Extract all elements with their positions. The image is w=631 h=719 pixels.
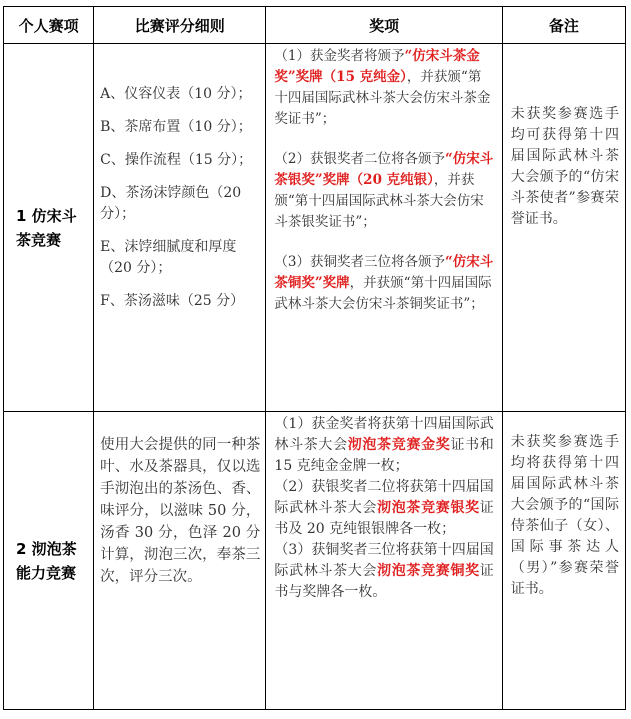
award-highlight: “仿宋斗茶金奖”奖牌（15 克纯金）: [274, 48, 480, 85]
header-criteria: 比赛评分细则: [94, 7, 266, 44]
criteria-item: C、操作流程（15 分）；: [100, 152, 253, 168]
event-name: 1 仿宋斗茶竞赛: [4, 44, 94, 412]
header-event: 个人赛项: [4, 7, 94, 44]
awards-cell: [266, 44, 502, 412]
award-highlight: 沏泡茶竞赛银奖: [377, 500, 480, 516]
award-item: （2）获银奖者二位将获第十四届国际武林斗茶大会沏泡茶竞赛银奖证书及 20 克纯银银牌各一枚；: [274, 479, 494, 537]
award-highlight: 沏泡茶竞赛铜奖: [377, 563, 480, 579]
award-item: （3）获铜奖者三位将获第十四届国际武林斗茶大会沏泡茶竞赛铜奖证书与奖牌各一枚。: [274, 542, 494, 600]
award-item: （3）获铜奖者三位将各颁予“仿宋斗茶铜奖”奖牌，并获颁“第十四届国际武林斗茶大会仿宋斗茶铜奖证书”；: [274, 254, 494, 312]
competition-table: [3, 6, 626, 710]
award-item: （2）获银奖者二位将各颁予“仿宋斗茶银奖”奖牌（20 克纯银），并获颁“第十四届国际武林斗茶大会仿宋斗茶银奖证书”；: [274, 151, 494, 230]
note-cell: 未获奖参赛选手均可获得第十四届国际武林斗茶大会颁予的“仿宋斗茶使者”参赛荣誉证书。: [502, 44, 625, 412]
award-item: （1）获金奖者将颁予“仿宋斗茶金奖”奖牌（15 克纯金），并获颁“第十四届国际武林斗茶大会仿宋斗茶金奖证书”；: [274, 48, 491, 127]
table-row: [4, 412, 626, 710]
criteria-cell: [94, 44, 266, 412]
criteria-item: E、沫饽细腻度和厚度（20 分）；: [100, 239, 237, 276]
criteria-cell: 使用大会提供的同一种茶叶、水及茶器具，仅以选手沏泡出的茶汤色、香、味评分，以滋味 50 分，汤香 30 分，色泽 20 分计算，沏泡三次，奉茶三次，评分三次。: [94, 412, 266, 710]
criteria-item: A、仪容仪表（10 分）；: [100, 86, 252, 102]
award-item: （1）获金奖者将获第十四届国际武林斗茶大会沏泡茶竞赛金奖证书和 15 克纯金金牌一枚；: [274, 416, 494, 474]
award-highlight: 沏泡茶竞赛金奖: [347, 437, 451, 453]
table-row: [4, 44, 626, 412]
table-header-row: [4, 7, 626, 44]
criteria-item: B、茶席布置（10 分）；: [100, 119, 252, 135]
award-highlight: “仿宋斗茶铜奖”奖牌: [274, 254, 494, 291]
awards-cell: [266, 412, 502, 710]
header-awards: 奖项: [266, 7, 502, 44]
criteria-item: D、茶汤沫饽颜色（20 分）；: [100, 185, 242, 222]
note-cell: 未获奖参赛选手均将获得第十四届国际武林斗茶大会颁予的“国际侍茶仙子（女）、国际事茶达人（男）”参赛荣誉证书。: [502, 412, 625, 710]
header-notes: 备注: [502, 7, 625, 44]
award-highlight: “仿宋斗茶银奖”奖牌（20 克纯银）: [274, 151, 494, 188]
criteria-item: F、茶汤滋味（25 分）: [100, 293, 245, 309]
event-name: 2 沏泡茶能力竞赛: [4, 412, 94, 710]
